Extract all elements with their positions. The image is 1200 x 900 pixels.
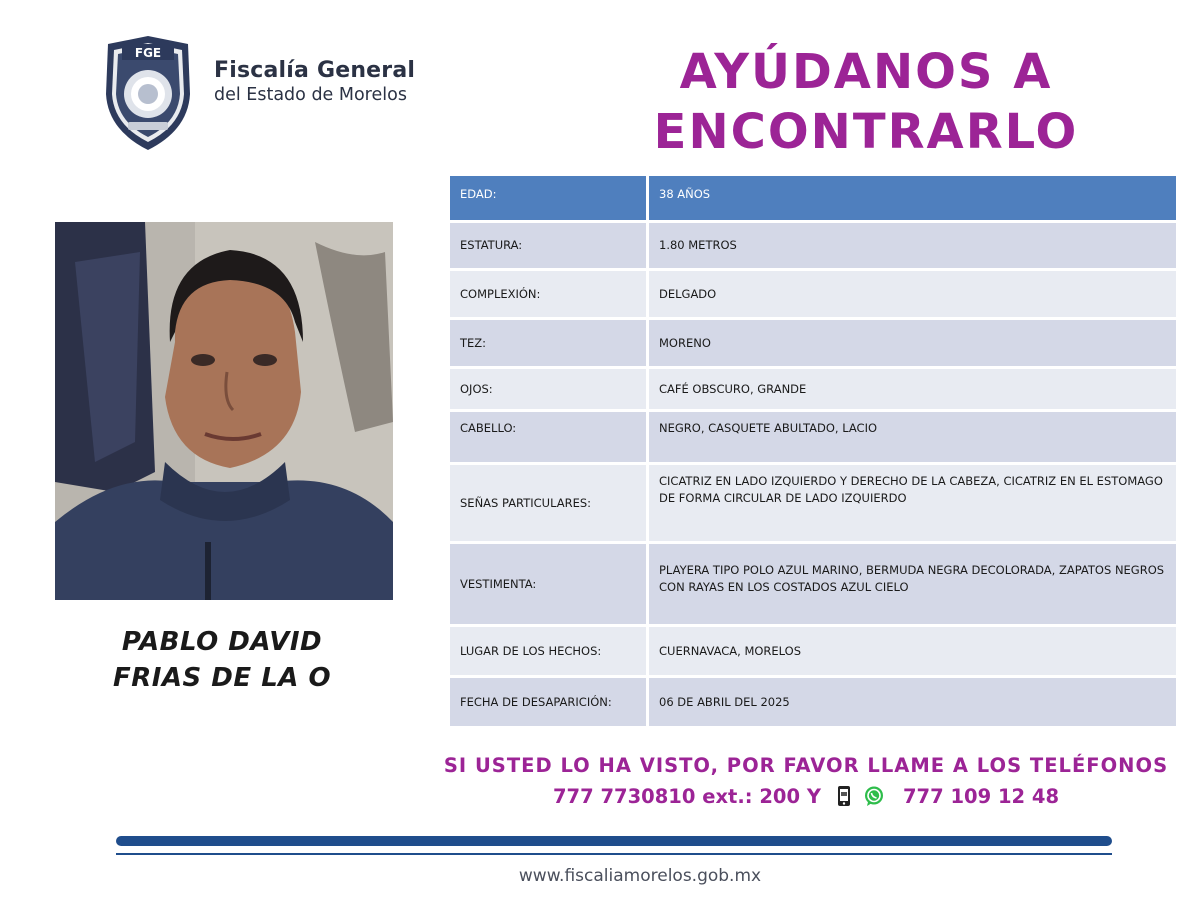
details-row [450, 271, 1176, 317]
details-value: 06 DE ABRIL DEL 2025 [649, 678, 1176, 726]
police-badge-icon [100, 34, 196, 154]
details-label: EDAD: [450, 176, 646, 220]
details-label: ESTATURA: [450, 223, 646, 268]
details-label: CABELLO: [450, 412, 646, 462]
headline-line1: AYÚDANOS A [679, 44, 1053, 100]
details-value: NEGRO, CASQUETE ABULTADO, LACIO [649, 412, 1176, 462]
details-value: DELGADO [649, 271, 1176, 317]
details-value: PLAYERA TIPO POLO AZUL MARINO, BERMUDA NEGRA DECOLORADA, ZAPATOS NEGROS CON RAYAS EN LOS COSTADOS AZUL CIELO [649, 544, 1176, 624]
details-row [450, 369, 1176, 409]
details-label: LUGAR DE LOS HECHOS: [450, 627, 646, 675]
fge-logo [100, 34, 196, 154]
organization-name [214, 58, 415, 105]
person-name-line2: FRIAS DE LA O [112, 663, 332, 693]
person-name-line1: PABLO DAVID [121, 627, 323, 657]
details-row [450, 627, 1176, 675]
details-value: CAFÉ OBSCURO, GRANDE [649, 369, 1176, 409]
details-value: 38 AÑOS [649, 176, 1176, 220]
website-url: www.fiscaliamorelos.gob.mx [518, 866, 762, 886]
details-label: SEÑAS PARTICULARES: [450, 465, 646, 541]
person-name [104, 624, 340, 696]
missing-person-photo [55, 222, 393, 600]
details-row [450, 465, 1176, 541]
call-to-action: SI USTED LO HA VISTO, POR FAVOR LLAME A LOS TELÉFONOS [443, 754, 1169, 777]
whatsapp-icon [863, 785, 885, 807]
phone-number-office: 777 7730810 ext.: 200 Y [552, 784, 821, 808]
details-value: MORENO [649, 320, 1176, 366]
details-row [450, 176, 1176, 220]
details-table [450, 176, 1176, 729]
details-row [450, 320, 1176, 366]
details-row [450, 412, 1176, 462]
organization-name-line2: del Estado de Morelos [214, 85, 407, 105]
organization-name-line1: Fiscalía General [214, 58, 416, 83]
phone-number-mobile: 777 109 12 48 [902, 784, 1060, 808]
details-value: CICATRIZ EN LADO IZQUIERDO Y DERECHO DE LA CABEZA, CICATRIZ EN EL ESTOMAGO DE FORMA CIRCULAR DE LADO IZQUIERDO [649, 465, 1176, 541]
details-label: COMPLEXIÓN: [450, 271, 646, 317]
phone-numbers [440, 782, 1172, 810]
mobile-phone-icon [833, 785, 855, 807]
details-value: CUERNAVACA, MORELOS [649, 627, 1176, 675]
logo-badge-text: FGE [134, 46, 162, 60]
footer-divider-thin [116, 853, 1112, 855]
headline-line2: ENCONTRARLO [653, 104, 1079, 160]
details-row [450, 544, 1176, 624]
details-row [450, 678, 1176, 726]
details-row [450, 223, 1176, 268]
details-label: OJOS: [450, 369, 646, 409]
details-label: TEZ: [450, 320, 646, 366]
headline [596, 42, 1136, 162]
details-value: 1.80 METROS [649, 223, 1176, 268]
details-label: FECHA DE DESAPARICIÓN: [450, 678, 646, 726]
footer-divider-thick [116, 836, 1112, 846]
details-label: VESTIMENTA: [450, 544, 646, 624]
